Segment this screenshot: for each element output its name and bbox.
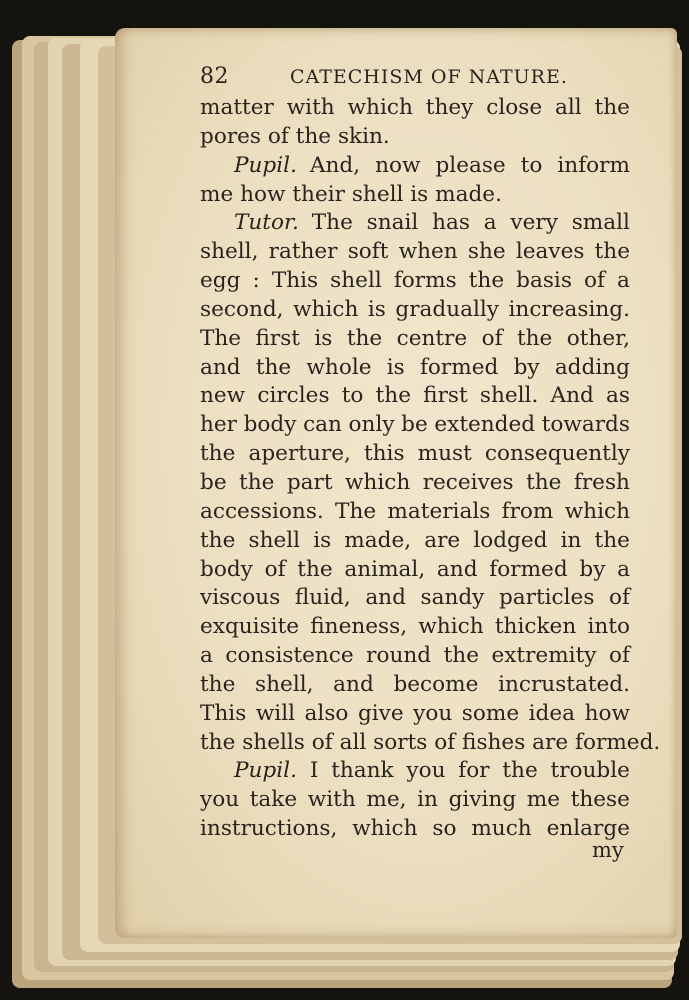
line-text: body of the animal, and formed by a	[200, 556, 630, 582]
page-number: 82	[200, 64, 229, 89]
text-line	[200, 498, 630, 527]
text-line	[200, 556, 630, 585]
text-line	[200, 469, 630, 498]
line-text: the shell is made, are lodged in the	[200, 527, 630, 553]
line-text: the shell, and become incrustated.	[200, 671, 630, 697]
line-text: This will also give you some idea how	[200, 700, 630, 726]
speaker-label: Pupil.	[234, 152, 297, 178]
text-line	[200, 296, 630, 325]
text-line	[200, 642, 630, 671]
line-text: the shells of all sorts of fishes are formed.	[200, 729, 661, 755]
text-line	[200, 786, 630, 815]
line-text: you take with me, in giving me these	[200, 787, 630, 813]
line-text: egg : This shell forms the basis of a	[200, 268, 630, 294]
line-text: a consistence round the extremity of	[200, 643, 630, 669]
text-line	[200, 700, 630, 729]
text-line	[200, 815, 630, 844]
text-line	[200, 325, 630, 354]
speaker-label: Tutor.	[234, 210, 299, 236]
text-line	[200, 94, 630, 123]
text-line	[200, 209, 630, 238]
line-text: exquisite fineness, which thicken into	[200, 614, 630, 640]
body-text	[200, 94, 661, 844]
line-text: pores of the skin.	[200, 123, 390, 149]
text-line	[200, 238, 630, 267]
line-text: viscous fluid, and sandy particles of	[200, 585, 630, 611]
line-text: and the whole is formed by adding	[200, 354, 630, 380]
line-text: the aperture, this must consequently	[200, 441, 630, 467]
text-line	[200, 729, 661, 758]
line-text: be the part which receives the fresh	[200, 469, 630, 495]
page-header	[200, 62, 630, 96]
line-text: The first is the centre of the other,	[200, 325, 630, 351]
speaker-label: Pupil.	[234, 758, 297, 784]
line-text: new circles to the first shell. And as	[200, 383, 630, 409]
text-line	[200, 613, 630, 642]
line-text: me how their shell is made.	[200, 181, 502, 207]
line-text: instructions, which so much enlarge	[200, 816, 630, 842]
text-line	[200, 181, 630, 210]
text-line	[200, 757, 630, 786]
text-line	[200, 123, 630, 152]
text-line	[200, 440, 630, 469]
line-text: I thank you for the trouble	[309, 758, 630, 784]
line-text: her body can only be extended towards	[200, 412, 630, 438]
line-text: shell, rather soft when she leaves the	[200, 239, 630, 265]
line-text: accessions. The materials from which	[200, 498, 630, 524]
line-text: And, now please to inform	[309, 152, 630, 178]
text-line	[200, 354, 630, 383]
catchword: my	[592, 838, 624, 862]
text-line	[200, 267, 630, 296]
text-line	[200, 671, 630, 700]
text-line	[200, 382, 630, 411]
running-title: CATECHISM OF NATURE.	[290, 66, 568, 88]
text-line	[200, 411, 630, 440]
line-text: matter with which they close all the	[200, 95, 630, 120]
text-line	[200, 527, 630, 556]
text-line	[200, 152, 630, 181]
line-text: The snail has a very small	[311, 210, 630, 236]
line-text: second, which is gradually increasing.	[200, 296, 630, 322]
text-line	[200, 584, 630, 613]
